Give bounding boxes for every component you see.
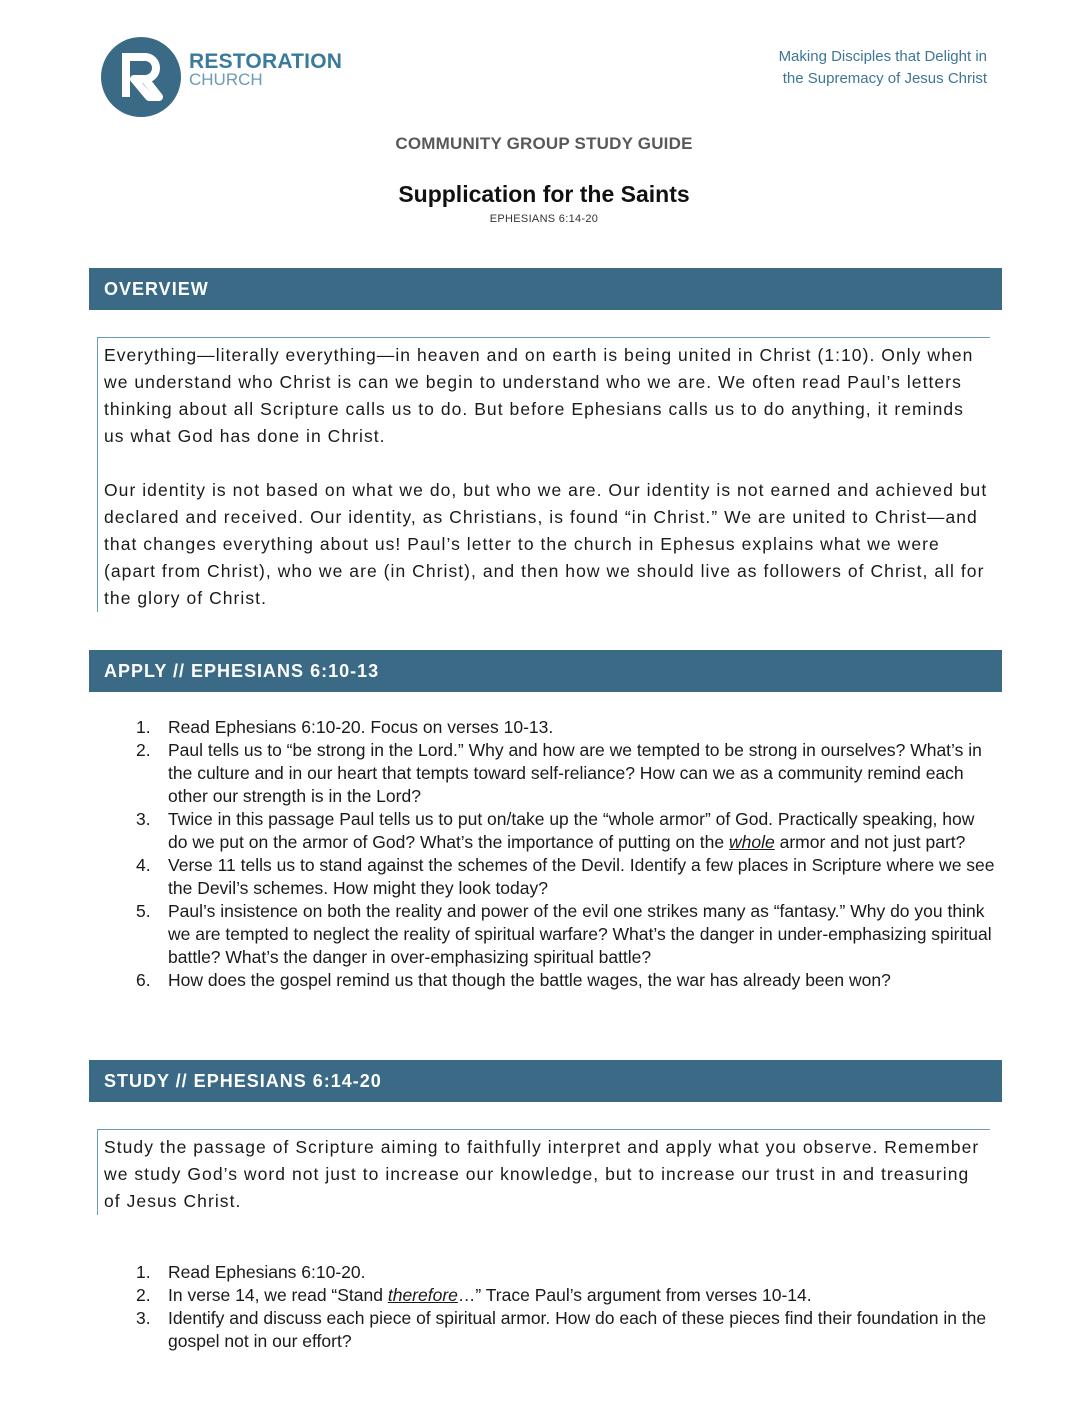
apply-question-list <box>128 716 998 992</box>
tagline <box>779 46 987 90</box>
tagline-line-1: Making Disciples that Delight in <box>778 48 987 65</box>
list-item: 6. How does the gospel remind us that though the battle wages, the war has already been won? <box>136 970 891 990</box>
logo-subname: CHURCH <box>189 70 263 89</box>
study-question-list <box>128 1261 998 1353</box>
scripture-reference: EPHESIANS 6:14-20 <box>489 213 599 225</box>
emphasis-text: therefore <box>387 1285 458 1305</box>
overview-paragraph: Everything—literally everything—in heaven and on earth is being united in Christ (1:10). Only when we understand who Christ is can we begin to understand who we are. We often read Paul’s letters thinking about all Scripture calls us to do. But before Ephesians calls us to do anything, it reminds us what God has done in Christ. <box>104 345 974 446</box>
tagline-line-2: the Supremacy of Jesus Christ <box>782 70 987 87</box>
overview-paragraph: Our identity is not based on what we do, but who we are. Our identity is not earned and achieved but declared and received. Our identity, as Christians, is found “in Christ.” We are united to Christ—and that changes everything about us! Paul’s letter to the church in Ephesus explains what we were (apart from Christ), who we are (in Christ), and then how we should live as followers of Christ, all for the glory of Christ. <box>104 480 988 608</box>
list-item: 4. Verse 11 tells us to stand against the schemes of the Devil. Identify a few places in Scripture where we see the Devil’s schemes. How might they look today? <box>136 855 995 898</box>
document-type: COMMUNITY GROUP STUDY GUIDE <box>395 134 693 153</box>
list-item: 1. Read Ephesians 6:10-20. <box>136 1262 366 1282</box>
list-item: 3. Twice in this passage Paul tells us to put on/take up the “whole armor” of God. Practically speaking, how do we put on the armor of God? What’s the importance of putting on the whole armor and not just part? <box>136 809 975 852</box>
list-item: 2. Paul tells us to “be strong in the Lord.” Why and how are we tempted to be strong in ourselves? What’s in the culture and in our heart that tempts toward self-reliance? How can we as a community remind each other our strength is in the Lord? <box>136 740 982 806</box>
logo-r-icon <box>101 37 181 117</box>
overview-heading: OVERVIEW <box>89 268 1002 310</box>
emphasis-text: whole <box>728 832 775 852</box>
overview-box <box>97 337 990 612</box>
list-item: 2. In verse 14, we read “Stand therefore…” Trace Paul’s argument from verses 10-14. <box>136 1285 812 1305</box>
apply-heading: APPLY // EPHESIANS 6:10-13 <box>89 650 1002 692</box>
logo-name: RESTORATION <box>189 50 343 73</box>
study-intro-box <box>97 1129 990 1215</box>
list-item: 1. Read Ephesians 6:10-20. Focus on verses 10-13. <box>136 717 554 737</box>
study-intro: Study the passage of Scripture aiming to faithfully interpret and apply what you observe. Remember we study God’s word not just to increase our knowledge, but to increase our trust in and treasuring of Jesus Christ. <box>104 1137 980 1211</box>
study-heading: STUDY // EPHESIANS 6:14-20 <box>89 1060 1002 1102</box>
list-item: 5. Paul’s insistence on both the reality and power of the evil one strikes many as “fantasy.” Why do you think we are tempted to neglect the reality of spiritual warfare? What’s the danger in under-emphasizing spiritual battle? What’s the danger in over-emphasizing spiritual battle? <box>136 901 992 967</box>
list-item: 3. Identify and discuss each piece of spiritual armor. How do each of these pieces find their foundation in the gospel not in our effort? <box>136 1308 987 1351</box>
page-title: Supplication for the Saints <box>398 181 690 207</box>
church-logo <box>101 37 341 119</box>
